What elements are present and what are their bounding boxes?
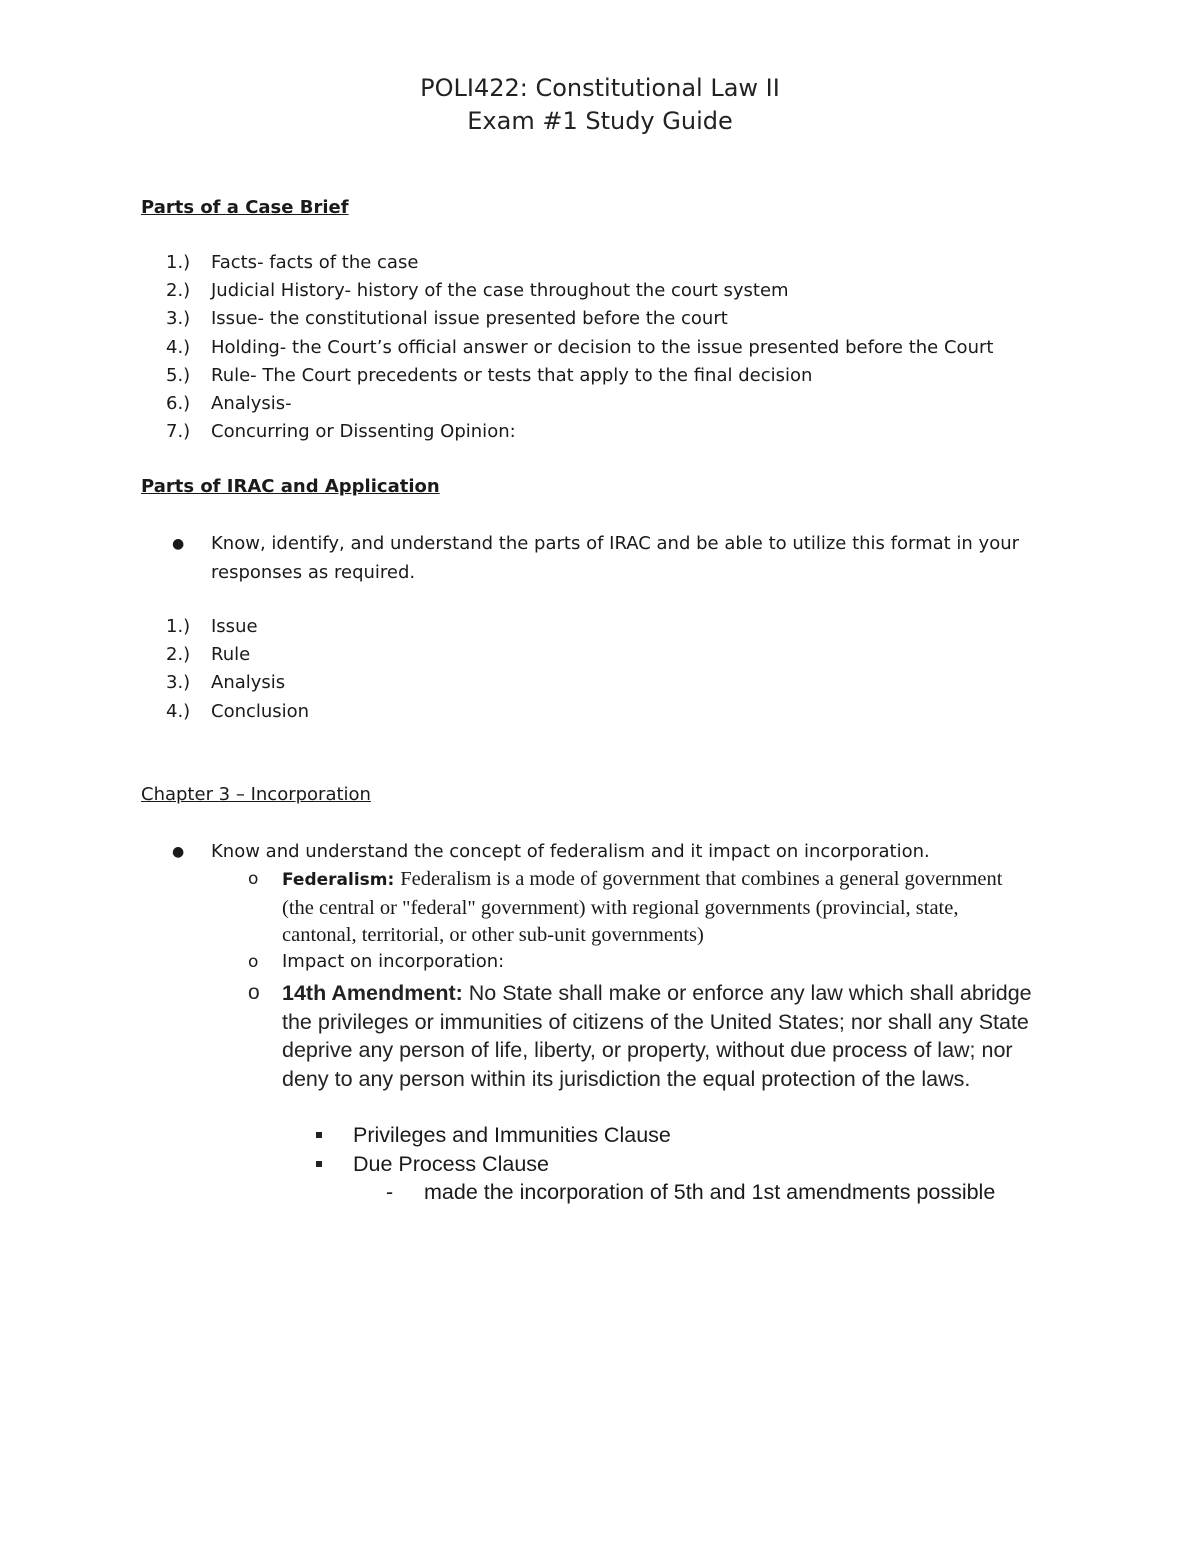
document-title: [0, 72, 1200, 138]
list-item: 4.) Conclusion: [166, 700, 310, 722]
circle-bullet-icon: o: [248, 869, 259, 889]
circle-bullet-icon: o: [248, 981, 260, 1004]
federalism-term: Federalism:: [282, 870, 395, 890]
amendment-term: 14th Amendment:: [282, 981, 463, 1005]
impact-label: Impact on incorporation:: [282, 951, 505, 972]
list-item: 7.) Concurring or Dissenting Opinion:: [166, 421, 516, 443]
square-bullet-icon: [316, 1161, 322, 1167]
document-page: POLI422: Constitutional Law II Exam #1 Study Guide Parts of a Case Brief 1.) Facts- facts of the case 2.) Judicial History- history of the case throughout the court system 3.) Issue- the constitutional issue presented before the court 4.) Holding- the Court’s official answer or decision to the issue presented before the Court 5.) Rule- The Court precedents or tests that apply to the final decision 6.) Analysis- 7.) Concurring or Dissenting Opinion: Parts of IRAC and Application ● Know, identify, and understand the parts of IRAC and be able to utilize this format in your responses as required. 1.) Issue 2.) Rule 3.) Analysis 4.) Conclusion Chapter 3 – Incorporation ● Know and understand the concept of federalism and it impact on incorporation. o Federalism: Federalism is a mode of government that combines a general government (the central or "federal" government) with regional governments (provincial, state, cantonal, territorial, or other sub-unit governments) o Impact on incorporation: o 14th Amendment: No State shall make or enforce any law which shall abridge the privileges or immunities of citizens of the United States; nor shall any State deprive any person of life, liberty, or property, without due process of law; nor deny to any person within its jurisdiction the equal protection of the laws. Privileges and Immunities Clause Due Process Clause - made the incorporation of 5th and 1st amendments possible: [0, 0, 1200, 1553]
list-item: 3.) Analysis: [166, 672, 286, 694]
case-brief-list: [166, 249, 993, 446]
list-item: 2.) Rule: [166, 644, 251, 666]
irac-list: [166, 613, 309, 726]
bullet-icon: ●: [172, 536, 185, 552]
list-item: 4.) Holding- the Court’s official answer or decision to the issue presented before the Court: [166, 336, 994, 358]
bullet-icon: ●: [172, 844, 185, 860]
list-item: 5.) Rule- The Court precedents or tests that apply to the final decision: [166, 364, 813, 386]
federalism-definition: Federalism is a mode of government that combines a general government (the central or "federal" government) with regional governments (provincial, state, cantonal, territorial, or other sub-unit governments): [282, 868, 1003, 946]
list-item: 1.) Issue: [166, 616, 258, 637]
dash-bullet-icon: -: [386, 1180, 394, 1204]
square-bullet-icon: [316, 1132, 322, 1138]
chapter3-heading: Chapter 3 – Incorporation: [141, 784, 371, 805]
list-item: 6.) Analysis-: [166, 392, 292, 414]
amendment-text: No State shall make or enforce any law which shall abridge the privileges or immunities of citizens of the United States; nor shall any State deprive any person of life, liberty, or property, without due process of law; nor deny to any person within its jurisdiction the equal protection of the laws.: [282, 981, 1032, 1091]
case-brief-heading: Parts of a Case Brief: [141, 197, 349, 218]
list-item: 1.) Facts- facts of the case: [166, 252, 419, 273]
course-title: POLI422: Constitutional Law II: [420, 74, 780, 102]
list-item: 2.) Judicial History- history of the case throughout the court system: [166, 280, 789, 302]
incorporation-note: - made the incorporation of 5th and 1st amendments possible: [386, 1180, 996, 1204]
study-guide-subtitle: Exam #1 Study Guide: [467, 107, 733, 135]
list-item: 3.) Issue- the constitutional issue presented before the court: [166, 308, 728, 330]
irac-heading: Parts of IRAC and Application: [141, 476, 440, 497]
circle-bullet-icon: o: [248, 952, 259, 972]
